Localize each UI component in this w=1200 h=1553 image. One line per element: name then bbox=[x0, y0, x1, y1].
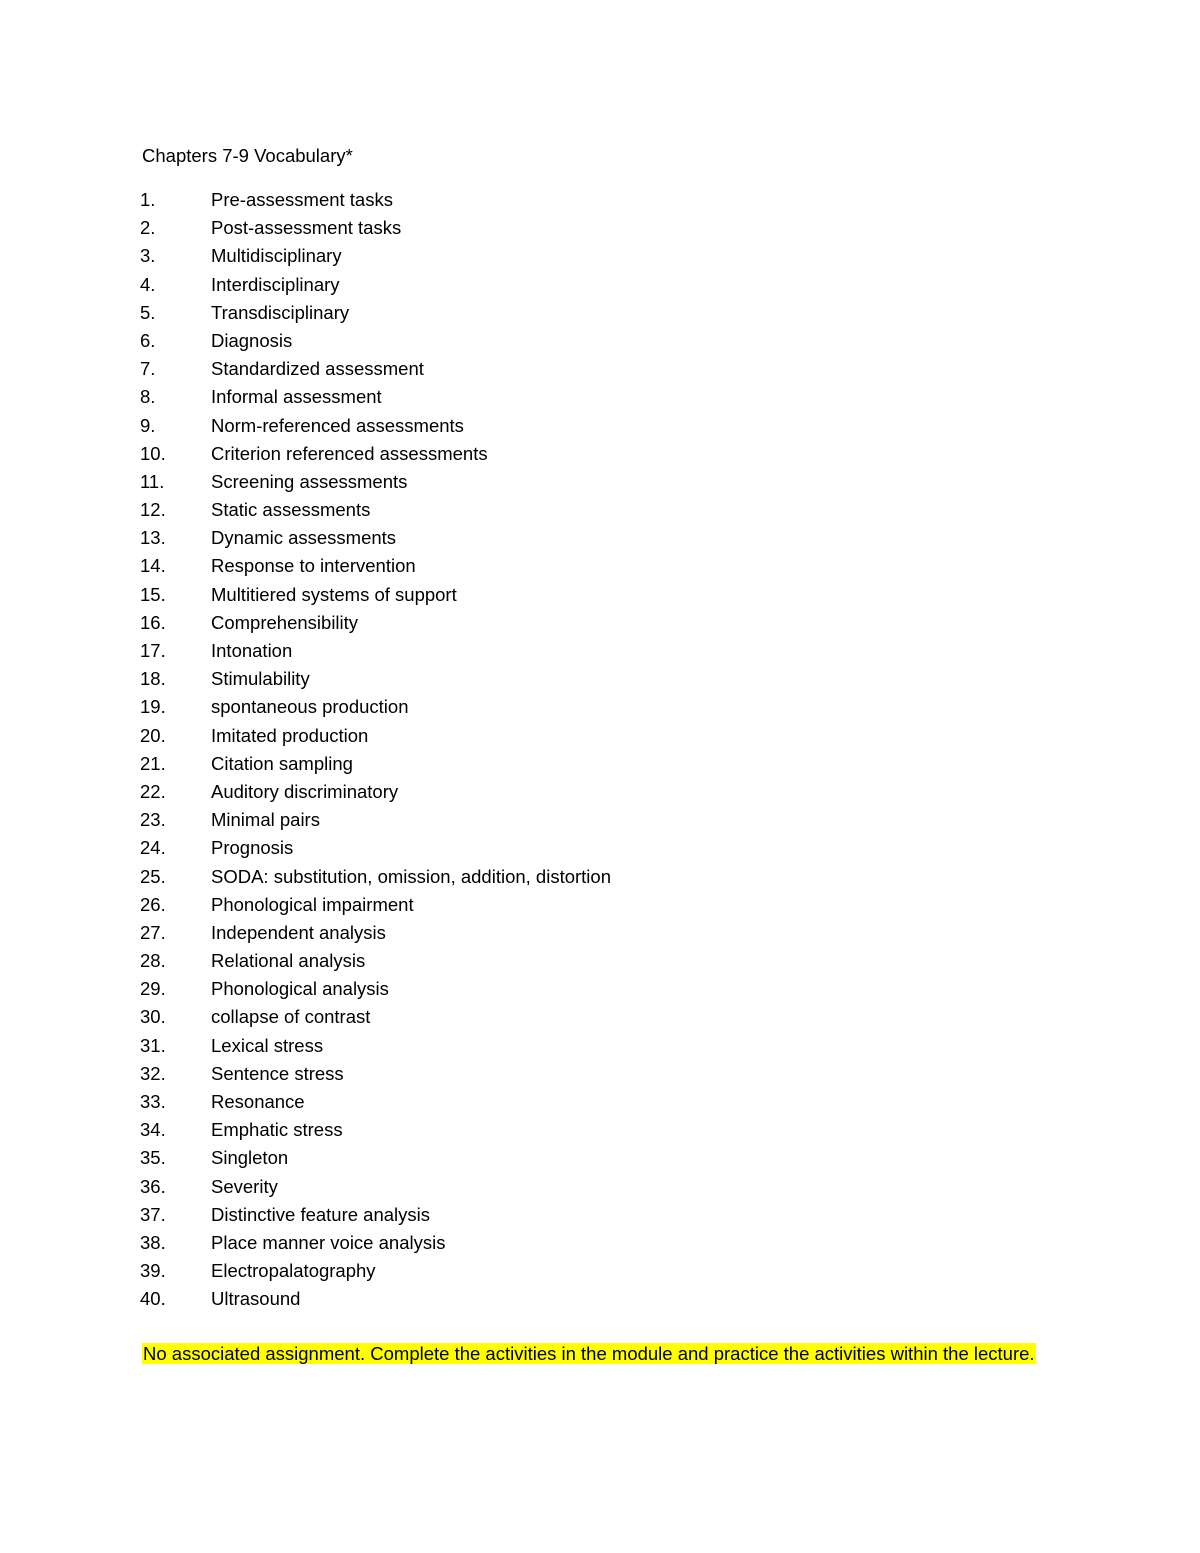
item-number: 27. bbox=[140, 921, 166, 943]
item-term: Prognosis bbox=[211, 837, 294, 859]
item-number: 19. bbox=[140, 696, 166, 718]
item-term: Transdisciplinary bbox=[211, 301, 350, 323]
item-term: Screening assessments bbox=[211, 470, 408, 492]
item-term: Multidisciplinary bbox=[211, 245, 342, 267]
item-number: 40. bbox=[140, 1288, 166, 1310]
item-number: 29. bbox=[140, 978, 166, 1000]
item-term: Place manner voice analysis bbox=[211, 1231, 446, 1253]
document-title: Chapters 7-9 Vocabulary* bbox=[142, 145, 353, 166]
item-term: collapse of contrast bbox=[211, 1006, 371, 1028]
item-term: Norm-referenced assessments bbox=[211, 414, 464, 436]
item-term: Interdisciplinary bbox=[211, 273, 340, 295]
item-term: Relational analysis bbox=[211, 950, 366, 972]
item-number: 36. bbox=[140, 1175, 166, 1197]
item-term: Post-assessment tasks bbox=[211, 217, 402, 239]
item-term: Phonological impairment bbox=[211, 893, 414, 915]
item-term: Pre-assessment tasks bbox=[211, 189, 393, 210]
item-number: 9. bbox=[140, 414, 156, 436]
item-term: Citation sampling bbox=[211, 752, 353, 774]
item-term: SODA: substitution, omission, addition, distortion bbox=[211, 865, 611, 887]
item-term: spontaneous production bbox=[211, 696, 409, 718]
item-term: Response to intervention bbox=[211, 555, 416, 577]
item-number: 28. bbox=[140, 950, 166, 972]
item-number: 10. bbox=[140, 442, 166, 464]
item-term: Electropalatography bbox=[211, 1260, 376, 1282]
item-number: 25. bbox=[140, 865, 166, 887]
item-number: 3. bbox=[140, 245, 156, 267]
item-term: Auditory discriminatory bbox=[211, 780, 399, 802]
item-number: 23. bbox=[140, 809, 166, 831]
item-number: 5. bbox=[140, 301, 156, 323]
item-term: Severity bbox=[211, 1175, 278, 1197]
item-term: Dynamic assessments bbox=[211, 527, 397, 549]
item-number: 6. bbox=[140, 329, 156, 351]
item-number: 24. bbox=[140, 837, 166, 859]
item-term: Informal assessment bbox=[211, 386, 382, 408]
item-term: Diagnosis bbox=[211, 329, 293, 351]
item-term: Intonation bbox=[211, 640, 293, 661]
item-term: Lexical stress bbox=[211, 1034, 324, 1056]
assignment-note bbox=[142, 1339, 1042, 1368]
item-number: 13. bbox=[140, 527, 166, 549]
item-number: 12. bbox=[140, 499, 166, 521]
item-number: 1. bbox=[140, 189, 156, 210]
item-term: Ultrasound bbox=[211, 1288, 301, 1310]
item-term: Comprehensibility bbox=[211, 611, 359, 633]
item-number: 32. bbox=[140, 1062, 166, 1084]
item-number: 2. bbox=[140, 217, 156, 239]
item-term: Imitated production bbox=[211, 724, 369, 746]
item-number: 34. bbox=[140, 1119, 166, 1141]
item-term: Stimulability bbox=[211, 668, 310, 690]
item-number: 31. bbox=[140, 1034, 166, 1056]
item-number: 35. bbox=[140, 1147, 166, 1169]
item-term: Distinctive feature analysis bbox=[211, 1203, 431, 1225]
item-number: 20. bbox=[140, 724, 166, 746]
item-number: 15. bbox=[140, 583, 166, 605]
item-number: 26. bbox=[140, 893, 166, 915]
item-number: 8. bbox=[140, 386, 156, 408]
item-number: 11. bbox=[140, 470, 165, 492]
item-term: Independent analysis bbox=[211, 921, 386, 943]
item-term: Static assessments bbox=[211, 499, 371, 521]
item-number: 4. bbox=[140, 273, 156, 295]
item-term: Criterion referenced assessments bbox=[211, 442, 488, 464]
item-term: Singleton bbox=[211, 1147, 289, 1169]
item-number: 17. bbox=[140, 640, 166, 661]
item-term: Resonance bbox=[211, 1091, 305, 1112]
item-number: 7. bbox=[140, 358, 156, 380]
item-term: Phonological analysis bbox=[211, 978, 389, 1000]
highlighted-note-text: No associated assignment. Complete the activities in the module and practice the activities within the lecture. bbox=[143, 1343, 1035, 1364]
item-number: 22. bbox=[140, 780, 166, 802]
item-term: Multitiered systems of support bbox=[211, 583, 457, 605]
item-term: Emphatic stress bbox=[211, 1119, 343, 1141]
item-number: 38. bbox=[140, 1231, 166, 1253]
item-term: Minimal pairs bbox=[211, 809, 320, 831]
item-number: 18. bbox=[140, 668, 166, 690]
item-number: 16. bbox=[140, 611, 166, 633]
item-term: Sentence stress bbox=[211, 1062, 344, 1084]
item-term: Standardized assessment bbox=[211, 358, 424, 380]
item-number: 33. bbox=[140, 1091, 166, 1112]
item-number: 21. bbox=[140, 752, 166, 774]
item-number: 14. bbox=[140, 555, 166, 577]
item-number: 30. bbox=[140, 1006, 166, 1028]
item-number: 39. bbox=[140, 1260, 166, 1282]
item-number: 37. bbox=[140, 1203, 166, 1225]
